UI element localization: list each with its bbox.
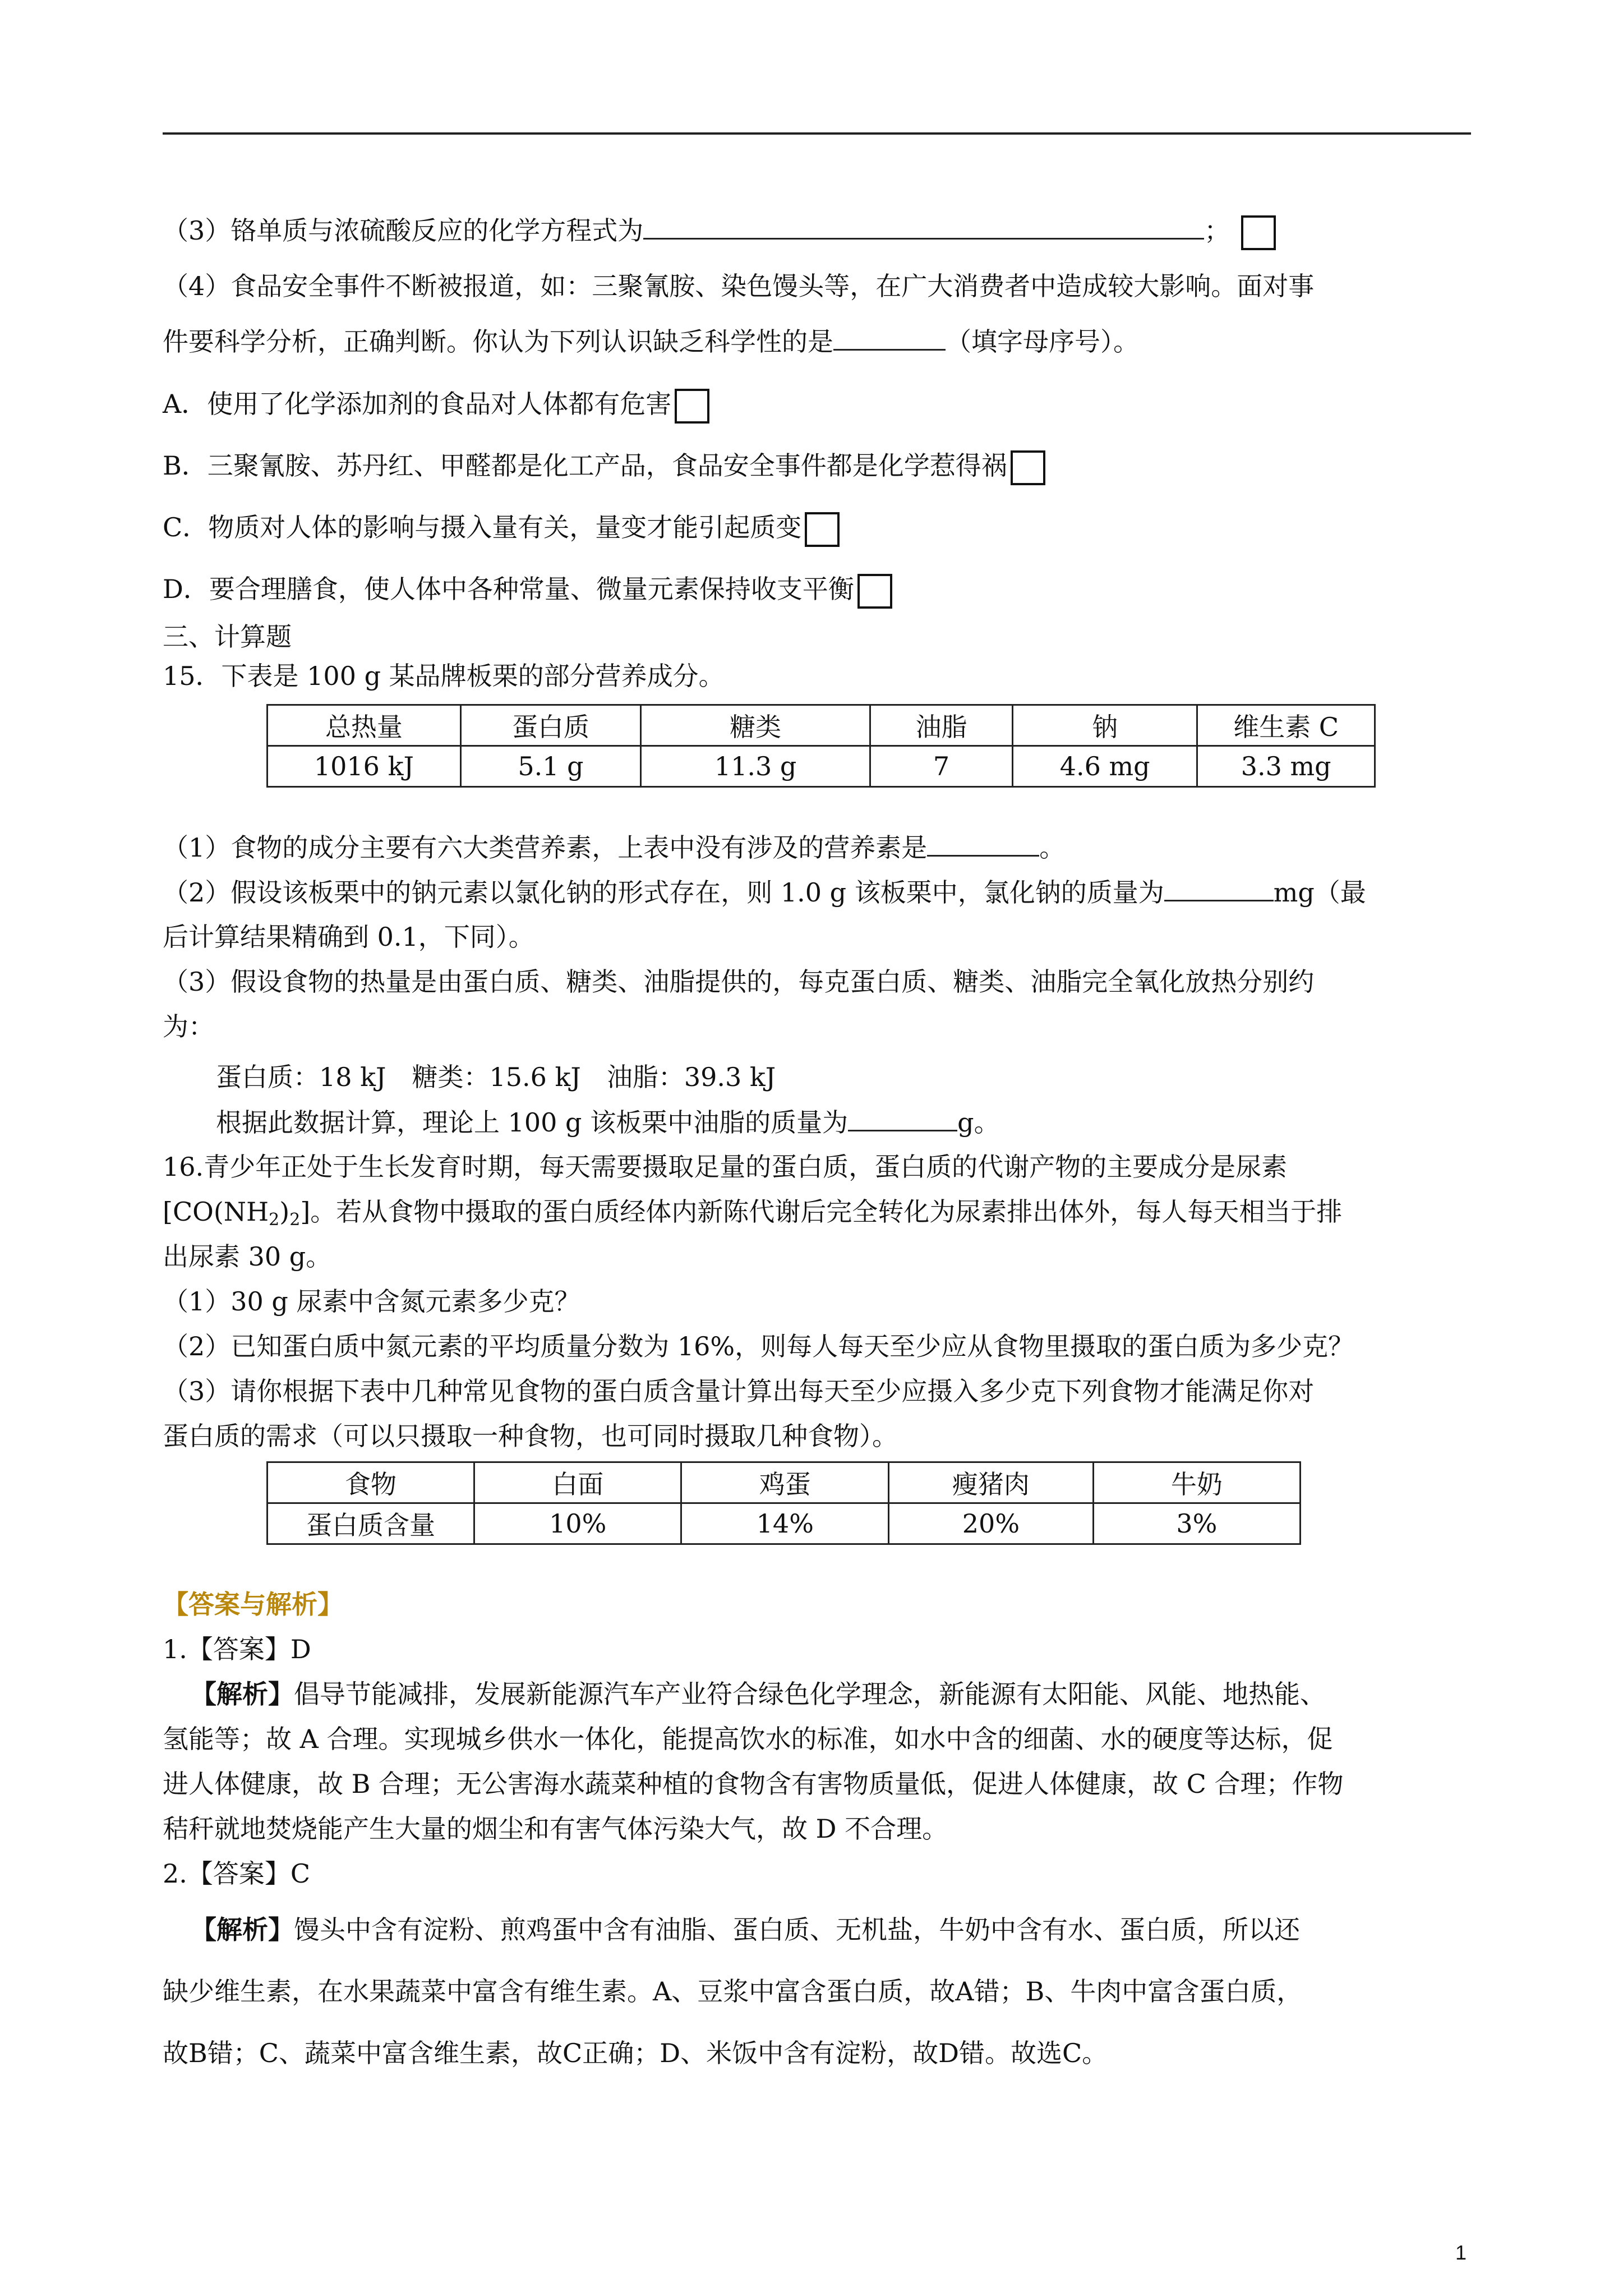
q16-part1: （1）30 g 尿素中含氮元素多少克？ (163, 1286, 580, 1317)
urea-formula: [CO(NH (163, 1197, 269, 1227)
q15-part1 (163, 830, 1065, 864)
q15-heat-values: 蛋白质：18 kJ 糖类：15.6 kJ 油脂：39.3 kJ (216, 1062, 776, 1092)
answer-2-expl-line3: 故B错；C、蔬菜中富含维生素，故C正确；D、米饭中含有淀粉，故D错。故选C。 (163, 2038, 1108, 2068)
table-row (268, 1503, 1301, 1544)
q15-part3-question (216, 1105, 1000, 1139)
q16-part3: （3）请你根据下表中几种常见食物的蛋白质含量计算出每天至少应摄入多少克下列食物才能满足你对 (163, 1376, 1315, 1406)
table-header-cell: 钠 (1013, 705, 1197, 746)
table-header-cell: 牛奶 (1093, 1462, 1300, 1503)
q15-p2-unit: mg（最 (1273, 877, 1366, 908)
table-cell: 3.3 mg (1197, 746, 1375, 787)
explanation-tag: 【解析】 (191, 1679, 294, 1709)
q15-p3-unit: g。 (957, 1107, 1000, 1138)
table-cell: 11.3 g (641, 746, 870, 787)
formula-subscript: 2 (289, 1210, 301, 1230)
table-cell: 5.1 g (460, 746, 640, 787)
q15-p1-text: （1）食物的成分主要有六大类营养素，上表中没有涉及的营养素是 (163, 832, 928, 863)
option-c (163, 510, 840, 547)
answer-1-text: 倡导节能减排，发展新能源汽车产业符合绿色化学理念，新能源有太阳能、风能、地热能、 (294, 1679, 1326, 1709)
answer-2-expl-line1 (191, 1913, 1300, 1947)
q15-part3-cont: 为： (163, 1011, 214, 1042)
table-cell: 1016 kJ (268, 746, 461, 787)
explanation-tag: 【解析】 (191, 1915, 294, 1945)
q14-p3-text: （3）铬单质与浓硫酸反应的化学方程式为 (163, 215, 644, 246)
answer-checkbox[interactable] (675, 389, 709, 424)
option-d (163, 572, 892, 609)
answer-1-label: 1.【答案】D (163, 1634, 311, 1664)
option-d-text: D．要合理膳食，使人体中各种常量、微量元素保持收支平衡 (163, 574, 854, 604)
q15-stem: 15．下表是 100 g 某品牌板栗的部分营养成分。 (163, 661, 725, 691)
section-heading: 三、计算题 (163, 622, 292, 652)
answer-2-text: 馒头中含有淀粉、煎鸡蛋中含有油脂、蛋白质、无机盐，牛奶中含有水、蛋白质，所以还 (294, 1915, 1300, 1945)
q16-part2: （2）已知蛋白质中氮元素的平均质量分数为 16%，则每人每天至少应从食物里摄取的蛋白质为多少克？ (163, 1331, 1354, 1361)
answer-1-expl-line4: 秸秆就地焚烧能产生大量的烟尘和有害气体污染大气，故 D 不合理。 (163, 1814, 948, 1844)
q14-part4-line1: （4）食品安全事件不断被报道，如：三聚氰胺、染色馒头等，在广大消费者中造成较大影响。面对事 (163, 271, 1315, 301)
option-a (163, 387, 709, 424)
table-cell: 14% (681, 1503, 889, 1544)
answer-checkbox[interactable] (1241, 215, 1276, 250)
answer-2-label: 2.【答案】C (163, 1858, 311, 1889)
answer-checkbox[interactable] (805, 512, 840, 547)
answer-blank[interactable] (1164, 875, 1274, 901)
answer-1-expl-line1 (191, 1677, 1326, 1711)
table-row (268, 1462, 1301, 1503)
q14-p4-text: 件要科学分析，正确判断。你认为下列认识缺乏科学性的是 (163, 326, 833, 357)
q15-part2 (163, 875, 1366, 909)
q15-p1-end: 。 (1039, 832, 1066, 863)
protein-table (266, 1461, 1301, 1545)
table-cell: 7 (870, 746, 1012, 787)
q15-p2-text: （2）假设该板栗中的钠元素以氯化钠的形式存在，则 1.0 g 该板栗中，氯化钠的质量为 (163, 877, 1164, 908)
table-header-cell: 鸡蛋 (681, 1462, 889, 1503)
table-header-cell: 油脂 (870, 705, 1012, 746)
answer-blank[interactable] (643, 213, 1204, 240)
option-b-text: B．三聚氰胺、苏丹红、甲醛都是化工产品，食品安全事件都是化学惹得祸 (163, 450, 1007, 481)
answer-blank[interactable] (848, 1105, 957, 1131)
table-row (268, 746, 1375, 787)
option-b (163, 449, 1045, 485)
table-cell: 4.6 mg (1013, 746, 1197, 787)
table-cell: 蛋白质含量 (268, 1503, 474, 1544)
table-header-cell: 总热量 (268, 705, 461, 746)
option-a-text: A．使用了化学添加剂的食品对人体都有危害 (163, 389, 672, 419)
answer-blank[interactable] (833, 324, 946, 351)
q16-part3-cont: 蛋白质的需求（可以只摄取一种食物，也可同时摄取几种食物）。 (163, 1421, 898, 1451)
table-header-cell: 糖类 (641, 705, 870, 746)
table-cell: 10% (474, 1503, 681, 1544)
answer-checkbox[interactable] (1011, 450, 1045, 485)
table-cell: 20% (889, 1503, 1094, 1544)
formula-subscript: 2 (269, 1210, 280, 1230)
table-cell: 3% (1093, 1503, 1300, 1544)
q15-p3-text: 根据此数据计算，理论上 100 g 该板栗中油脂的质量为 (216, 1107, 849, 1138)
answer-1-expl-line2: 氢能等；故 A 合理。实现城乡供水一体化，能提高饮水的标准，如水中含的细菌、水的硬度等达标，促 (163, 1724, 1333, 1754)
table-header-cell: 食物 (268, 1462, 474, 1503)
q16-line2 (163, 1195, 1342, 1237)
q16-line1: 16.青少年正处于生长发育时期，每天需要摄取足量的蛋白质，蛋白质的代谢产物的主要成分是尿素 (163, 1152, 1288, 1182)
table-header-cell: 瘦猪肉 (889, 1462, 1094, 1503)
table-header-cell: 维生素 C (1197, 705, 1375, 746)
table-header-cell: 白面 (474, 1462, 681, 1503)
urea-formula: ) (279, 1197, 290, 1227)
answer-1-expl-line3: 进人体健康，故 B 合理；无公害海水蔬菜种植的食物含有害物质量低，促进人体健康，故 C 合理；作物 (163, 1769, 1344, 1799)
table-row (268, 705, 1375, 746)
answers-title: 【答案与解析】 (163, 1589, 343, 1619)
option-c-text: C．物质对人体的影响与摄入量有关，量变才能引起质变 (163, 512, 802, 542)
q15-part3: （3）假设食物的热量是由蛋白质、糖类、油脂提供的，每克蛋白质、糖类、油脂完全氧化放热分别约 (163, 967, 1315, 997)
q16-line2-text: ]。若从食物中摄取的蛋白质经体内新陈代谢后完全转化为尿素排出体外，每人每天相当于排 (300, 1197, 1343, 1227)
q16-line3: 出尿素 30 g。 (163, 1241, 332, 1272)
answer-blank[interactable] (927, 830, 1039, 857)
q14-part4-line2 (163, 324, 1139, 358)
page-number: 1 (1455, 2241, 1467, 2264)
q14-p4-hint: （填字母序号）。 (946, 326, 1139, 357)
table-header-cell: 蛋白质 (460, 705, 640, 746)
q15-part2-cont: 后计算结果精确到 0.1，下同）。 (163, 922, 534, 952)
q14-p3-end: ； (1204, 215, 1230, 246)
nutrition-table (266, 704, 1376, 788)
answer-checkbox[interactable] (857, 574, 892, 609)
header-rule (163, 132, 1471, 135)
q14-part3 (163, 213, 1276, 250)
answer-2-expl-line2: 缺少维生素，在水果蔬菜中富含有维生素。A、豆浆中富含蛋白质，故A错；B、牛肉中富含蛋白质， (163, 1976, 1303, 2007)
